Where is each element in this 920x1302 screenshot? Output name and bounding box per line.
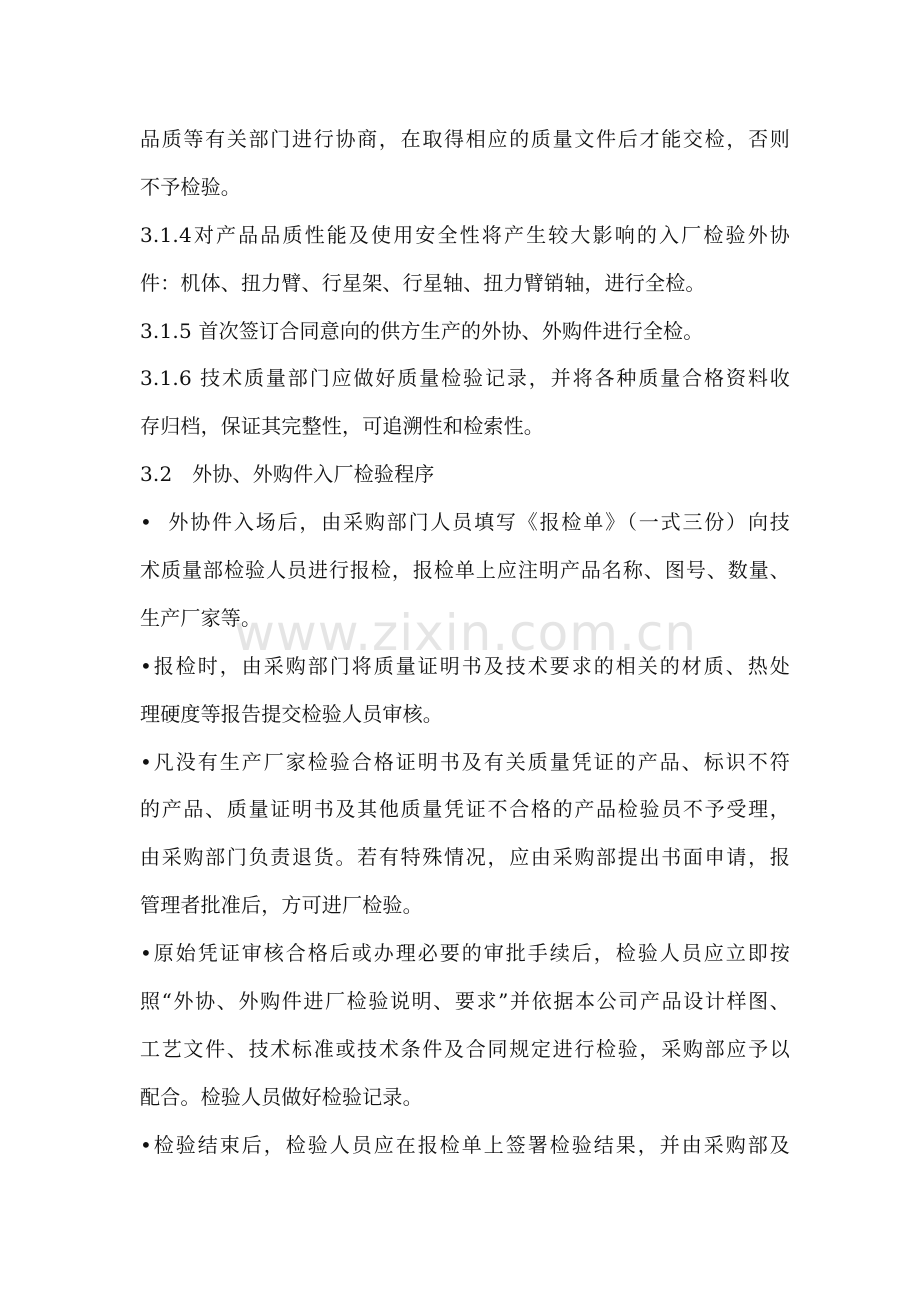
text-line: 件：机体、扭力臂、行星架、行星轴、扭力臂销轴，进行全检。: [140, 270, 706, 295]
document-body: [140, 116, 790, 1170]
text-line: 术质量部检验人员进行报检，报检单上应注明产品名称、图号、数量、: [140, 558, 790, 583]
bullet-line: •原始凭证审核合格后或办理必要的审批手续后，检验人员应立即按: [140, 941, 790, 966]
text-line: 品质等有关部门进行协商，在取得相应的质量文件后才能交检，否则: [140, 127, 790, 151]
text-line: 由采购部门负责退货。若有特殊情况，应由采购部提出书面申请，报: [140, 845, 790, 870]
section-heading: 3.2 外协、外购件入厂检验程序: [140, 462, 435, 487]
text-line: 存归档，保证其完整性，可追溯性和检索性。: [140, 414, 544, 439]
text-line: 配合。检验人员做好检验记录。: [140, 1084, 423, 1109]
text-line: 管理者批准后，方可进厂检验。: [140, 893, 423, 918]
text-line: 3.1.5 首次签订合同意向的供方生产的外协、外购件进行全检。: [140, 318, 704, 343]
text-line: 工艺文件、技术标准或技术条件及合同规定进行检验，采购部应予以: [140, 1036, 790, 1061]
bullet-line: • 外协件入场后，由采购部门人员填写《报检单》（一式三份）向技: [140, 510, 790, 535]
text-line: 理硬度等报告提交检验人员审核。: [140, 701, 443, 726]
bullet-line: •检验结束后，检验人员应在报检单上签署检验结果，并由采购部及: [140, 1132, 790, 1157]
text-line: 的产品、质量证明书及其他质量凭证不合格的产品检验员不予受理，: [140, 797, 790, 822]
text-line: 生产厂家等。: [140, 605, 262, 630]
text-line: 不予检验。: [140, 174, 241, 199]
bullet-line: •凡没有生产厂家检验合格证明书及有关质量凭证的产品、标识不符: [140, 749, 790, 774]
watermark: www.zixin.com.cn: [234, 604, 698, 662]
bullet-line: •报检时，由采购部门将质量证明书及技术要求的相关的材质、热处: [140, 653, 790, 678]
text-line: 照“外协、外购件进厂检验说明、要求”并依据本公司产品设计样图、: [140, 989, 790, 1014]
text-line: 3.1.4对产品品质性能及使用安全性将产生较大影响的入厂检验外协: [140, 222, 790, 247]
text-line: 3.1.6 技术质量部门应做好质量检验记录，并将各种质量合格资料收: [140, 366, 790, 391]
